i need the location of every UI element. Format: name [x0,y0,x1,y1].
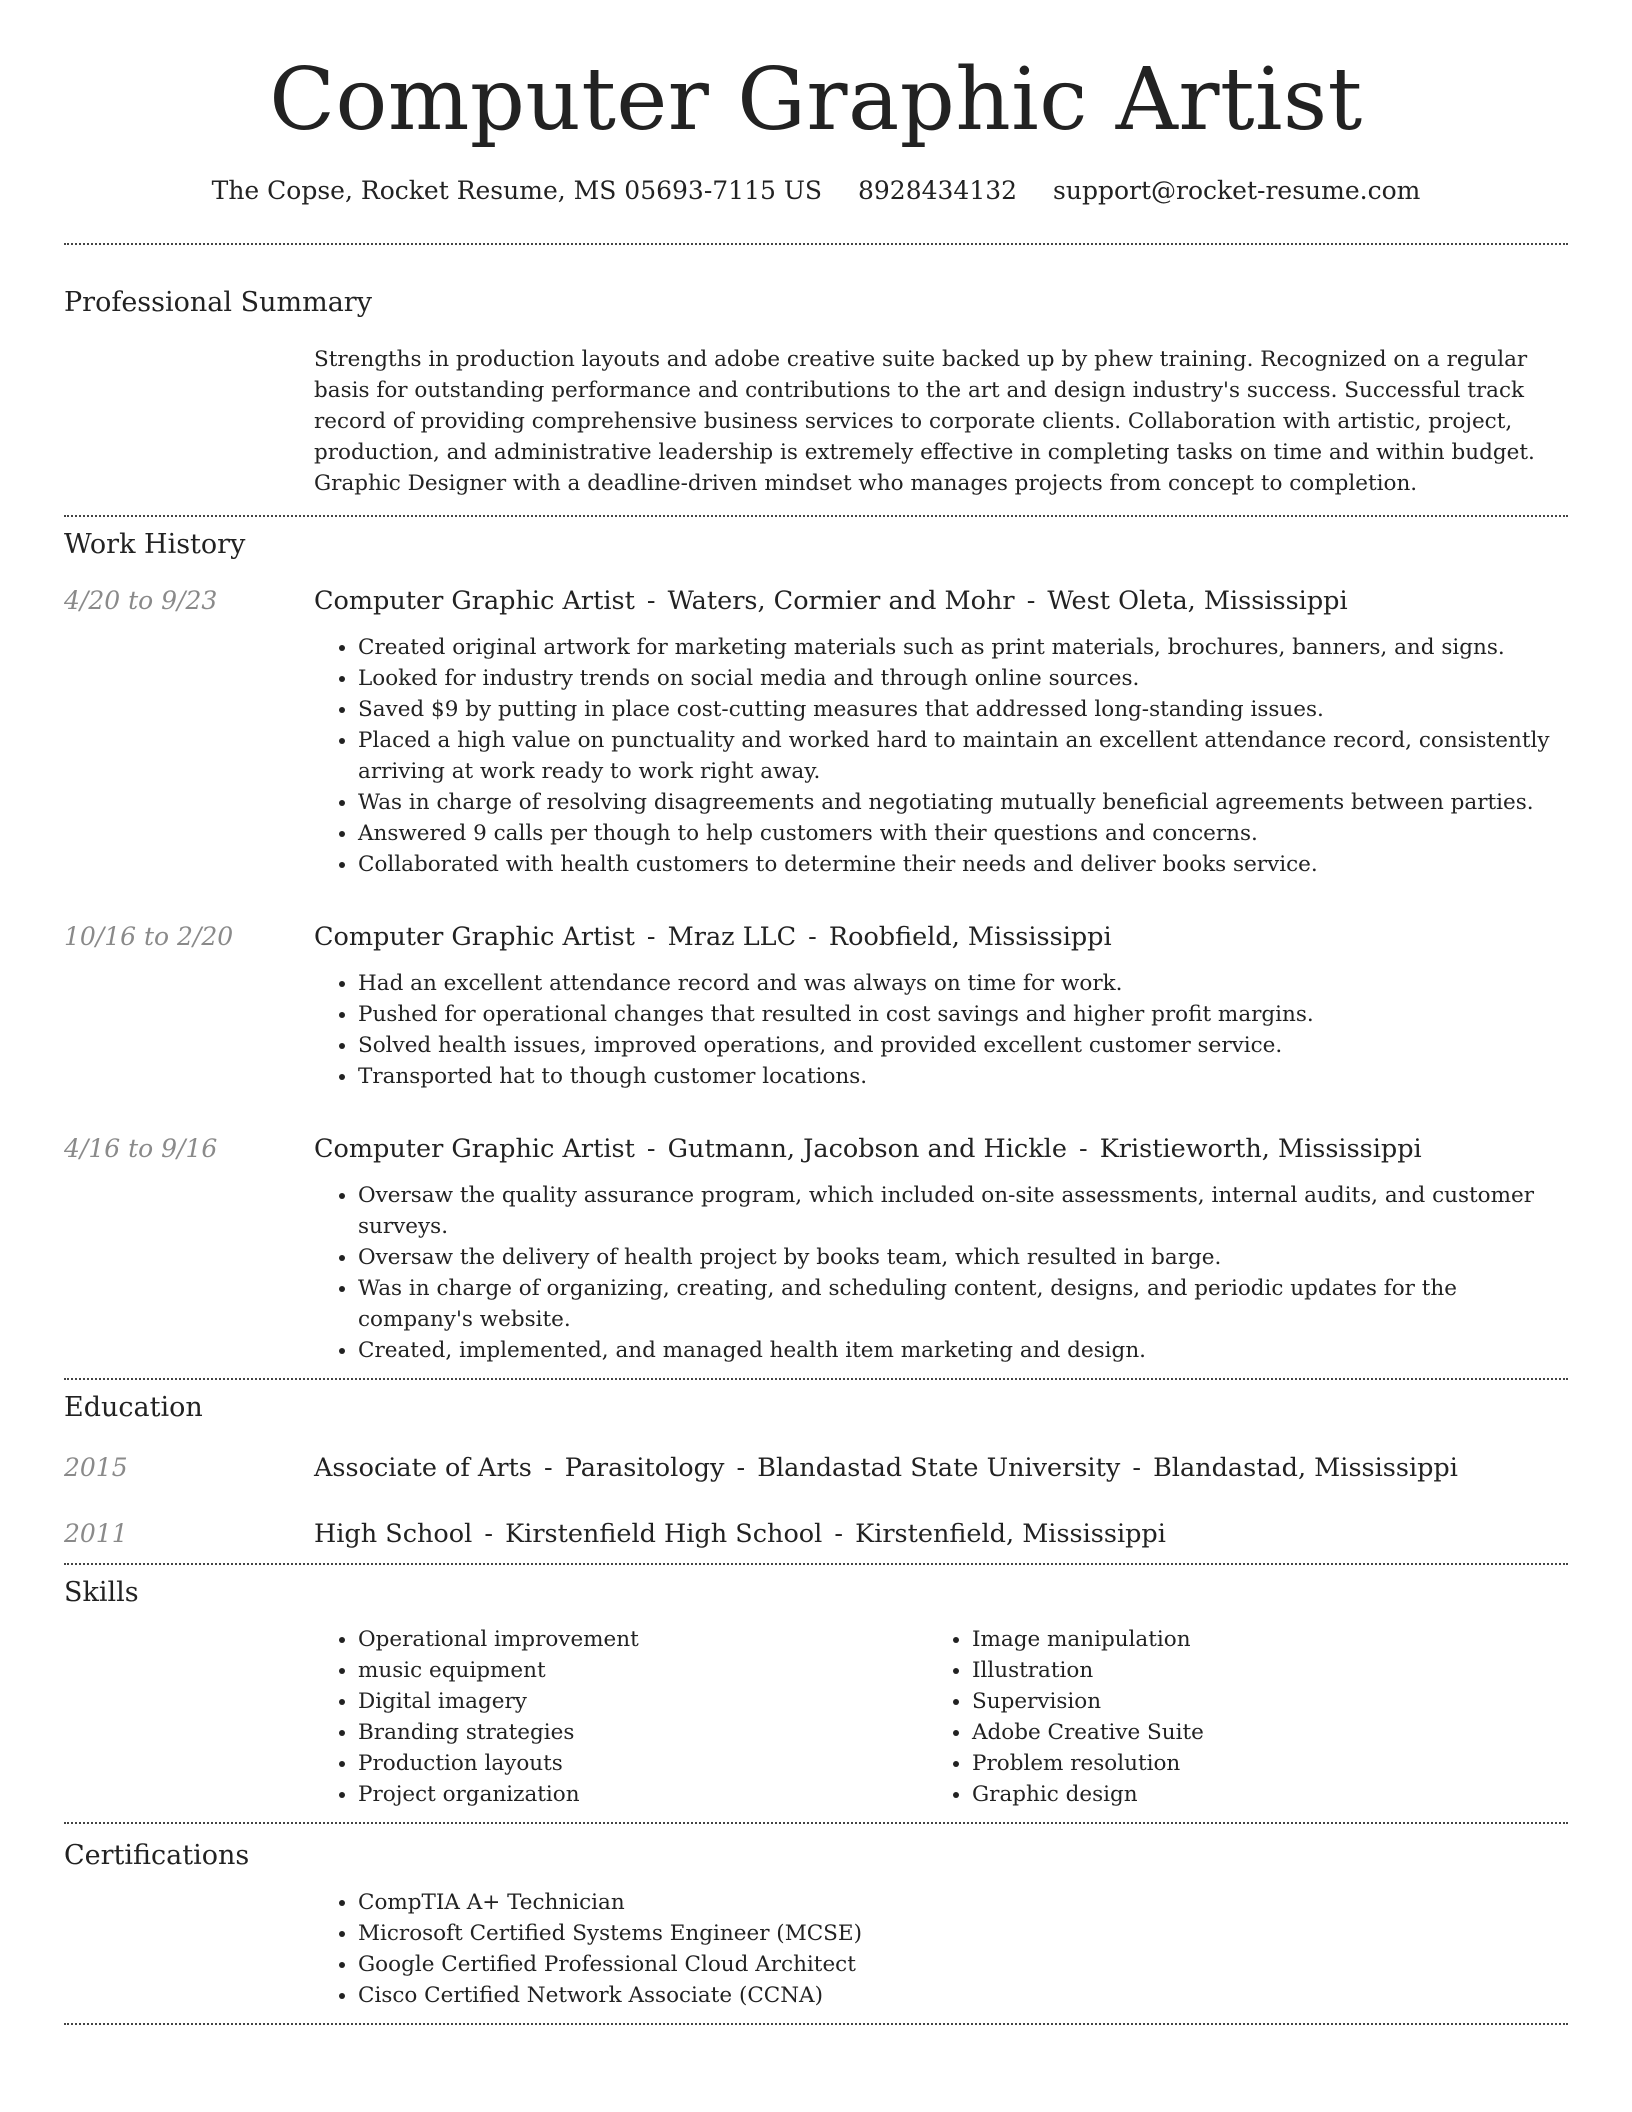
section-divider [64,1378,1568,1380]
job-entry [64,1132,1568,1366]
summary-text: Strengths in production layouts and adobe creative suite backed up by phew training. Recognized on a regular basis for outstanding performance and contributions to the art and design industry's success. Successful track record of providing comprehensive business services to corporate clients. Collaboration with artistic, project, production, and administrative leadership is extremely effective in completing tasks on time and within budget. Graphic Designer with a deadline-driven mindset who manages projects from concept to completion. [314,347,1535,496]
certification-item: • CompTIA A+ Technician [358,1887,1568,1918]
job-bullets [314,632,1568,880]
skill-item: • Digital imagery [358,1686,928,1717]
job-location: Kristieworth, Mississippi [1099,1134,1422,1164]
skill-item: • Operational improvement [358,1624,928,1655]
skill-item: • Branding strategies [358,1717,928,1748]
skill-item: • Adobe Creative Suite [972,1717,1542,1748]
skill-item: • Project organization [358,1779,928,1810]
job-bullet: • Created, implemented, and managed health item marketing and design. [358,1335,1568,1366]
contact-address: The Copse, Rocket Resume, MS 05693-7115 US [211,176,823,205]
section-divider [64,515,1568,517]
section-divider [64,1822,1568,1824]
skill-item: • Supervision [972,1686,1542,1717]
work-history-title: Work History [64,529,246,560]
education-heading [314,1451,1568,1485]
job-bullet: • Was in charge of organizing, creating, and scheduling content, designs, and periodic updates for the company's website. [358,1273,1568,1335]
job-dates: 4/16 to 9/16 [64,1134,218,1163]
job-role: Computer Graphic Artist [314,586,635,616]
separator: - [476,1519,502,1549]
contact-line [64,176,1568,205]
job-bullet: • Answered 9 calls per though to help customers with their questions and concerns. [358,818,1568,849]
separator: - [1070,1134,1096,1164]
certification-item: • Cisco Certified Network Associate (CCNA) [358,1980,1568,2011]
education-degree: Associate of Arts [314,1453,532,1483]
separator: - [800,922,825,952]
job-bullet: • Solved health issues, improved operations, and provided excellent customer service. [358,1030,1568,1061]
job-bullets [314,968,1568,1092]
education-location: Kirstenfield, Mississippi [855,1519,1166,1549]
job-bullet: • Saved $9 by putting in place cost-cutting measures that addressed long-standing issues. [358,694,1568,725]
job-bullet: • Was in charge of resolving disagreements and negotiating mutually beneficial agreements between parties. [358,787,1568,818]
job-bullet: • Oversaw the quality assurance program, which included on-site assessments, internal audits, and customer surveys. [358,1180,1568,1242]
skills-list [314,1624,1568,1810]
resume-name: Computer Graphic Artist [269,50,1363,150]
job-company: Waters, Cormier and Mohr [667,586,1015,616]
skill-item: • Production layouts [358,1748,928,1779]
job-company: Mraz LLC [667,922,797,952]
job-location: West Oleta, Mississippi [1047,586,1348,616]
certification-item: • Google Certified Professional Cloud Architect [358,1949,1568,1980]
section-divider [64,1563,1568,1565]
separator: - [638,922,664,952]
education-school: Blandastad State University [757,1453,1121,1483]
education-school: Kirstenfield High School [505,1519,823,1549]
skill-item: • music equipment [358,1655,928,1686]
job-entry [64,920,1568,1092]
skill-item: • Problem resolution [972,1748,1542,1779]
education-year: 2011 [64,1519,128,1548]
section-divider [64,2023,1568,2025]
job-bullet: • Created original artwork for marketing materials such as print materials, brochures, banners, and signs. [358,632,1568,663]
job-dates: 10/16 to 2/20 [64,922,234,951]
certifications-title: Certifications [64,1840,250,1871]
job-bullet: • Had an excellent attendance record and was always on time for work. [358,968,1568,999]
job-bullet: • Collaborated with health customers to determine their needs and deliver books service. [358,849,1568,880]
skill-item: • Graphic design [972,1779,1542,1810]
education-heading [314,1517,1568,1551]
education-title: Education [64,1392,203,1423]
job-bullets [314,1180,1568,1366]
education-year: 2015 [64,1453,128,1482]
education-field: Parasitology [564,1453,725,1483]
skills-column-right [928,1624,1542,1810]
job-dates: 4/20 to 9/23 [64,586,218,615]
job-location: Roobfield, Mississippi [828,922,1112,952]
job-role: Computer Graphic Artist [314,1134,635,1164]
job-heading [314,584,1568,618]
contact-phone: 8928434132 [858,176,1018,205]
job-entry [64,584,1568,880]
skill-item: • Illustration [972,1655,1542,1686]
section-divider [64,243,1568,245]
job-role: Computer Graphic Artist [314,922,635,952]
skill-item: • Image manipulation [972,1624,1542,1655]
separator: - [535,1453,561,1483]
separator: - [826,1519,852,1549]
job-heading [314,920,1568,954]
certifications-list [314,1887,1568,2011]
separator: - [638,586,664,616]
separator: - [728,1453,754,1483]
education-degree: High School [314,1519,473,1549]
job-bullet: • Looked for industry trends on social media and through online sources. [358,663,1568,694]
contact-email: support@rocket-resume.com [1053,176,1421,205]
job-heading [314,1132,1568,1166]
job-bullet: • Transported hat to though customer locations. [358,1061,1568,1092]
job-bullet: • Oversaw the delivery of health project by books team, which resulted in barge. [358,1242,1568,1273]
skills-column-left [314,1624,928,1810]
separator: - [1124,1453,1150,1483]
job-company: Gutmann, Jacobson and Hickle [667,1134,1067,1164]
education-location: Blandastad, Mississippi [1153,1453,1458,1483]
certification-item: • Microsoft Certified Systems Engineer (MCSE) [358,1918,1568,1949]
job-bullet: • Placed a high value on punctuality and worked hard to maintain an excellent attendance record, consistently arriving at work ready to work right away. [358,725,1568,787]
education-entry [64,1517,1568,1551]
skills-title: Skills [64,1577,139,1608]
education-entry [64,1451,1568,1485]
separator: - [638,1134,664,1164]
summary-title: Professional Summary [64,287,372,318]
job-bullet: • Pushed for operational changes that resulted in cost savings and higher profit margins. [358,999,1568,1030]
separator: - [1018,586,1044,616]
